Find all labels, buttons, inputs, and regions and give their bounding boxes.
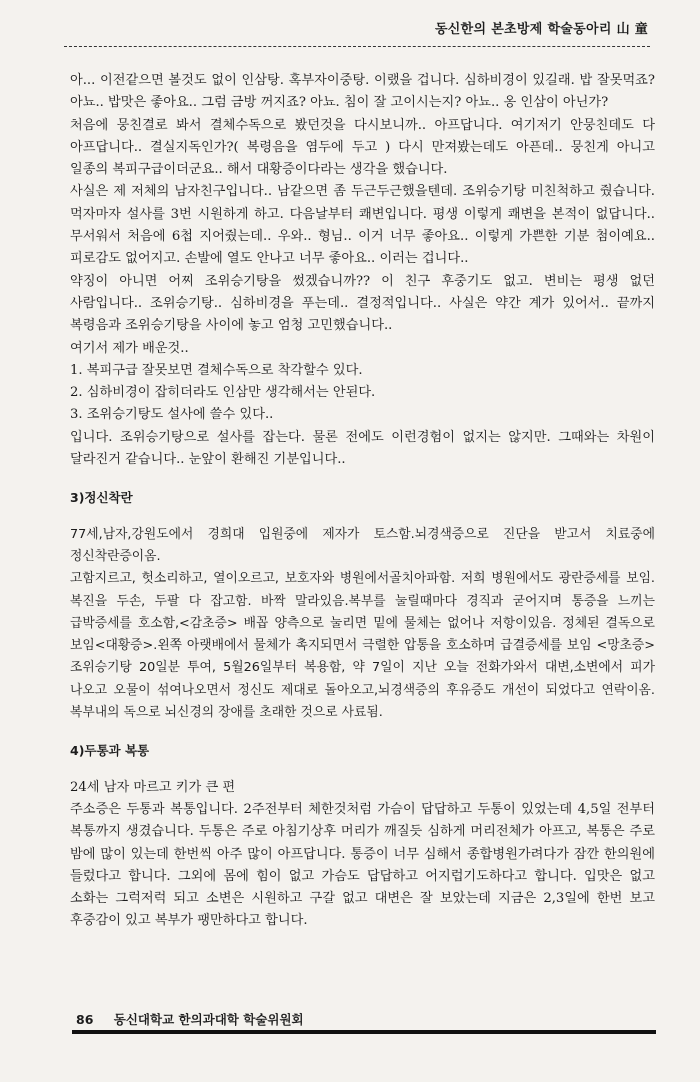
section-heading-3: 3)정신착란 [70, 490, 133, 506]
case-body: 고함지르고, 헛소리하고, 열이오르고, 보호자와 병원에서골치아파함. 저희 병원에서도 광란증세를 보임. 복진을 두손, 두팔 다 잡고함. 바짝 말라있음.복부를 눌릴때마다 경직과 굳어지며 통증을 느끼는 급박증세를 호소함,<감초증> 배꼽 양측으로 눌리면 밑에 물체는 없어나 저항이있음. 정체된 결독으로 보임<대황증>.왼쪽 아랫배에서 물체가 촉지되면서 극렬한 압통을 호소하며 급결증세를 보임 <망초증> 조위승기탕 20일분 투여, 5월26일부터 복용함, 약 7일이 지난 오늘 전화가와서 대변,소변에서 피가 나오고 오물이 섞여나오면서 정신도 제대로 돌아오고,뇌경색증의 후유증도 개선이 되었다고 연락이옴.복부내의 독으로 뇌신경의 장애를 초래한 것으로 사료됨. [70, 571, 655, 721]
intro-paragraph: 처음에 뭉친결로 봐서 결체수독으로 봤던것을 다시보니까.. 아프답니다. 여기저기 안뭉친데도 다 아프답니다.. 결실지독인가?( 복령음을 염두에 두고 ) 다시 만져봤는데도 아픈데.. 뭉친게 아니고 일종의 복피구급이더군요.. 해서 대황증이다라는 생각을 했습니다. [70, 117, 655, 178]
section-heading-4: 4)두통과 복통 [70, 743, 150, 759]
publisher: 동신대학교 한의과대학 학술위원회 [113, 1012, 304, 1027]
intro-paragraph: 여기서 제가 배운것.. [70, 340, 189, 356]
running-header: 동신한의 본초방제 학술동아리 山 童 [434, 22, 648, 37]
header-divider [64, 46, 650, 47]
footer-divider [72, 1030, 656, 1034]
page-footer [76, 1010, 304, 1028]
case-complaint: 주소증은 두통과 복통입니다. 2주전부터 체한것처럼 가슴이 답답하고 두통이 있었는데 4,5일 전부터 복통까지 생겼습니다. 두통은 주로 아침기상후 머리가 깨질듯 심하게 머리전체가 아프고, 복통은 주로 밤에 많이 있는데 한번씩 아주 많이 아프답니다. 통증이 너무 심해서 종합병원가려다가 잠깐 한의원에 들렀다고 합니다. 그외에 몸에 힘이 없고 가슴도 답답하고 어지럽기도하다고 합니다. 입맛은 없고 소화는 그럭저럭 되고 소변은 시원하고 구갈 없고 대변은 잘 보았는데 지금은 2,3일에 한번 보고 후중감이 있고 복부가 팽만하다고 합니다. [70, 801, 655, 929]
closing-paragraph: 입니다. 조위승기탕으로 설사를 잡는다. 물론 전에도 이런경험이 없지는 않지만. 그때와는 차원이 달라진거 같습니다.. 눈앞이 환해진 기분입니다.. [70, 429, 655, 468]
intro-paragraph: 아... 이전같으면 볼것도 없이 인삼탕. 혹부자이중탕. 이랬을 겁니다. 심하비경이 있길래. 밥 잘못먹죠? 아뇨.. 밥맛은 좋아요.. 그럼 금방 꺼지죠? 아뇨. 침이 잘 고이시는지? 아뇨.. 옹 인삼이 아닌가? [70, 73, 655, 111]
case-intro: 77세,남자,강원도에서 경희대 입원중에 제자가 토스함.뇌경색증으로 진단을 받고서 치료중에 정신착란증이옴. [70, 526, 655, 564]
page-number: 86 [76, 1012, 94, 1027]
case-subtitle: 24세 남자 마르고 키가 큰 편 [70, 779, 236, 795]
body-text [70, 70, 655, 933]
intro-paragraph: 약징이 아니면 어찌 조위승기탕을 썼겠습니까?? 이 친구 후중기도 없고. 변비는 평생 없던 사람입니다.. 조위승기탕.. 심하비경을 푸는데.. 결정적입니다.. 사실은 약간 계가 있어서.. 끝까지 복령음과 조위승기탕을 사이에 놓고 엄청 고민했습니다.. [70, 273, 655, 334]
lesson-item: 1. 복피구급 잘못보면 결체수독으로 착각할수 있다. [70, 362, 363, 378]
section-3-content [70, 524, 655, 725]
lesson-item: 3. 조위승기탕도 설사에 쓸수 있다.. [70, 407, 274, 423]
intro-paragraph: 사실은 제 저체의 남자친구입니다.. 남같으면 좀 두근두근했을텐데. 조위승기탕 미친척하고 줬습니다. 먹자마자 설사를 3번 시원하게 하고. 다음날부터 쾌변입니다. 평생 이렇게 쾌변을 본적이 없답니다.. 무서워서 처음에 6첩 지어줬는데.. 우와.. 형님.. 이거 너무 좋아요.. 이렇게 가쁜한 기분 첨이예요.. 피로감도 없어지고. 손발에 열도 안나고 너무 좋아요.. 이러는 겁니다.. [70, 184, 655, 267]
lesson-item: 2. 심하비경이 잡히더라도 인삼만 생각해서는 안된다. [70, 385, 376, 401]
